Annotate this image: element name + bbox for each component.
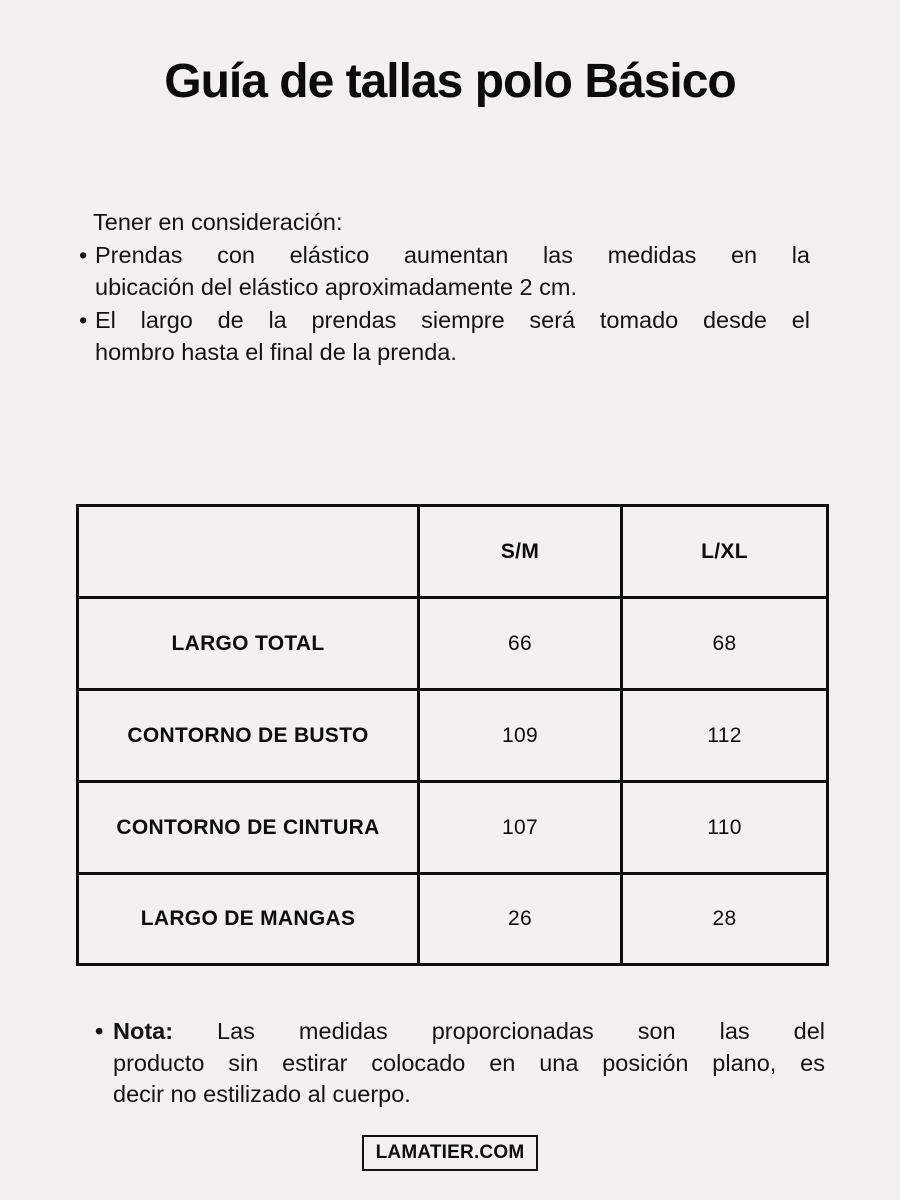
note-line: decir no estilizado al cuerpo. bbox=[113, 1081, 411, 1107]
value-cell-sm: 107 bbox=[419, 782, 622, 874]
brand-badge: LAMATIER.COM bbox=[362, 1135, 539, 1171]
consideration-line: hombro hasta el final de la prenda. bbox=[95, 339, 457, 365]
consideration-item bbox=[79, 304, 810, 369]
considerations-heading: Tener en consideración: bbox=[93, 209, 343, 235]
header-cell-empty bbox=[78, 506, 419, 598]
table-row bbox=[78, 598, 828, 690]
consideration-line: ubicación del elástico aproximadamente 2 cm. bbox=[95, 274, 578, 300]
consideration-line: El largo de la prendas siempre será tomado desde el bbox=[95, 306, 810, 333]
bullet-icon: • bbox=[95, 1018, 104, 1044]
bullet-icon: • bbox=[79, 241, 88, 268]
value-cell-sm: 26 bbox=[419, 874, 622, 965]
header-cell-lxl: L/XL bbox=[622, 506, 828, 598]
value-cell-lxl: 68 bbox=[622, 598, 828, 690]
note-line bbox=[113, 1016, 825, 1048]
table-row bbox=[78, 874, 828, 965]
row-label-cell: CONTORNO DE CINTURA bbox=[78, 782, 419, 874]
row-label-cell: CONTORNO DE BUSTO bbox=[78, 690, 419, 782]
row-label-cell: LARGO DE MANGAS bbox=[78, 874, 419, 965]
page-title: Guía de tallas polo Básico bbox=[164, 55, 736, 108]
table-row bbox=[78, 690, 828, 782]
value-cell-lxl: 110 bbox=[622, 782, 828, 874]
consideration-line: Prendas con elástico aumentan las medidas en la bbox=[95, 241, 810, 268]
row-label-cell: LARGO TOTAL bbox=[78, 598, 419, 690]
footer bbox=[0, 1135, 900, 1171]
value-cell-sm: 66 bbox=[419, 598, 622, 690]
table-header-row bbox=[78, 506, 828, 598]
table-row bbox=[78, 782, 828, 874]
note-text: Las medidas proporcionadas son las del bbox=[217, 1018, 825, 1044]
value-cell-lxl: 112 bbox=[622, 690, 828, 782]
note-line: producto sin estirar colocado en una posición plano, es bbox=[113, 1049, 825, 1076]
value-cell-lxl: 28 bbox=[622, 874, 828, 965]
value-cell-sm: 109 bbox=[419, 690, 622, 782]
note-label: Nota: bbox=[113, 1018, 174, 1044]
consideration-item bbox=[79, 239, 810, 304]
bullet-icon: • bbox=[79, 306, 88, 333]
size-table bbox=[76, 504, 829, 966]
note-section bbox=[95, 1016, 825, 1111]
considerations-section bbox=[79, 206, 810, 369]
header-cell-sm: S/M bbox=[419, 506, 622, 598]
